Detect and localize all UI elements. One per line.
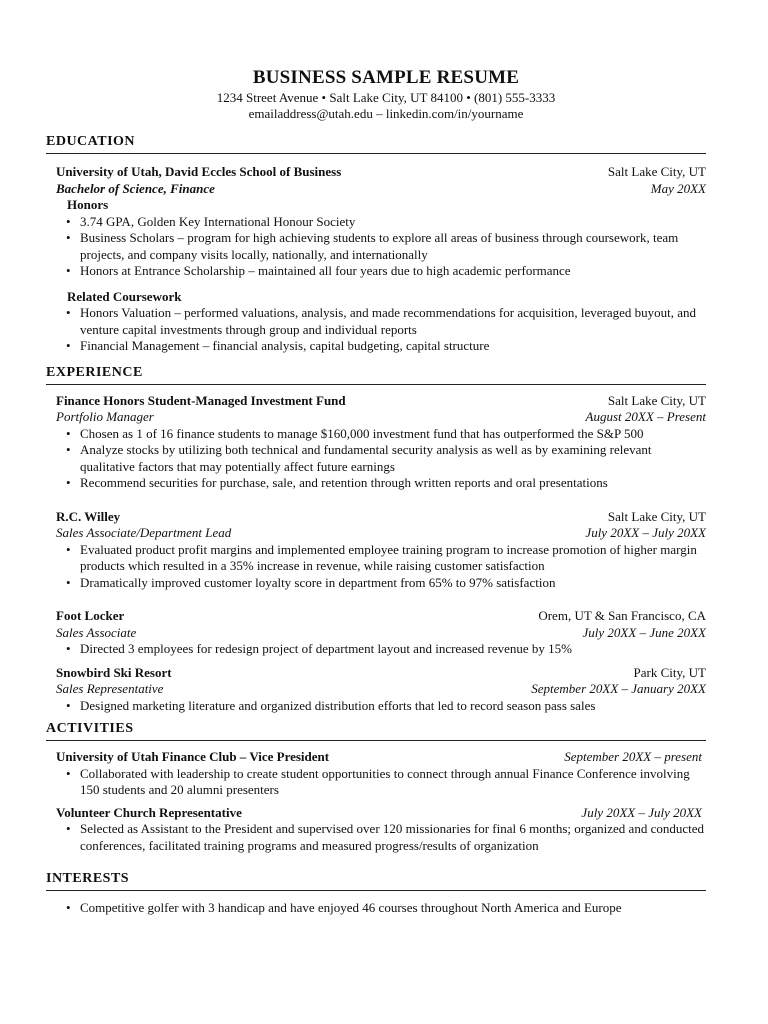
job-location: Park City, UT (633, 664, 706, 680)
list-item: • Honors at Entrance Scholarship – maintained all four years due to high academic performance (66, 263, 571, 278)
experience-title: EXPERIENCE (46, 364, 706, 385)
activities-section (46, 720, 706, 854)
activity-org: Volunteer Church Representative (56, 804, 242, 820)
bullet-icon: • (66, 541, 71, 557)
job-location: Salt Lake City, UT (607, 392, 706, 408)
graduation-date: May 20XX (650, 180, 706, 196)
activity-bullets (46, 821, 706, 854)
list-item: • Directed 3 employees for redesign project of department layout and increased revenue by 15% (66, 641, 573, 656)
list-item: • Designed marketing literature and organized distribution efforts that led to record season pass sales (66, 697, 596, 713)
job-role: Sales Representative (56, 681, 164, 696)
bullet-icon: • (66, 821, 71, 836)
bullet-icon: • (66, 475, 71, 490)
bullet-icon: • (66, 442, 71, 457)
activity-date: July 20XX – July 20XX (581, 804, 702, 820)
resume-header (46, 66, 706, 122)
job-role: Sales Associate (56, 624, 137, 640)
bullet-icon: • (66, 338, 71, 353)
activity-bullets (46, 766, 706, 799)
job-entry (46, 393, 706, 426)
interests-bullets (46, 900, 706, 917)
bullet-icon: • (66, 765, 71, 781)
job-date: July 20XX – July 20XX (585, 525, 706, 540)
bullet-icon: • (66, 230, 71, 245)
job-bullets (46, 542, 706, 592)
job-org: R.C. Willey (56, 508, 121, 524)
honors-title: Honors (67, 197, 109, 212)
experience-section (46, 364, 706, 715)
resume-name: BUSINESS SAMPLE RESUME (252, 67, 520, 88)
coursework-title: Related Coursework (67, 288, 182, 304)
job-date: September 20XX – January 20XX (531, 681, 706, 696)
job-date: July 20XX – June 20XX (582, 624, 706, 640)
list-item: • Collaborated with leadership to create student opportunities to connect through annual Finance Conference involving 150 students and 20 alumni presenters (66, 765, 690, 797)
bullet-icon: • (66, 213, 71, 229)
job-org: Snowbird Ski Resort (56, 664, 172, 680)
activity-entry (46, 805, 706, 822)
job-org: Finance Honors Student-Managed Investment Fund (56, 392, 346, 408)
job-bullets (46, 641, 706, 658)
list-item: • Dramatically improved customer loyalty score in department from 65% to 97% satisfaction (66, 574, 556, 590)
contact-email-linkedin: emailaddress@utah.edu – linkedin.com/in/yourname (248, 106, 524, 121)
job-location: Salt Lake City, UT (607, 508, 706, 524)
list-item: • 3.74 GPA, Golden Key International Honour Society (66, 213, 356, 229)
list-item: • Honors Valuation – performed valuations, analysis, and made recommendations for acquisition, leveraged buyout, and venture capital investments through group and individual reports (66, 305, 697, 337)
job-role: Portfolio Manager (56, 409, 154, 424)
activities-title: ACTIVITIES (46, 720, 706, 741)
education-title: EDUCATION (46, 133, 706, 154)
school-location: Salt Lake City, UT (607, 164, 706, 179)
interests-title: INTERESTS (46, 870, 706, 891)
bullet-icon: • (66, 305, 71, 320)
job-entry (46, 509, 706, 542)
activity-date: September 20XX – present (564, 749, 702, 764)
job-entry (46, 608, 706, 641)
list-item: • Evaluated product profit margins and implemented employee training program to increase promotion of higher margin products which resulted in a 35% increase in revenue, while raising customer satisfaction (66, 541, 697, 573)
education-section (46, 133, 706, 355)
bullet-icon: • (66, 263, 71, 278)
list-item: • Selected as Assistant to the President and supervised over 120 missionaries for final 6 months; organized and conducted conferences, facilitated training programs and measured progress/results of organization (66, 821, 704, 853)
coursework-list (46, 305, 706, 355)
bullet-icon: • (66, 574, 71, 590)
contact-address: 1234 Street Avenue • Salt Lake City, UT 84100 • (801) 555-3333 (216, 90, 556, 105)
job-role: Sales Associate/Department Lead (56, 525, 232, 540)
job-location: Orem, UT & San Francisco, CA (538, 608, 706, 623)
bullet-icon: • (66, 900, 71, 915)
interests-section (46, 870, 706, 917)
bullet-icon: • (66, 641, 71, 656)
list-item: • Financial Management – financial analysis, capital budgeting, capital structure (66, 338, 490, 353)
job-entry (46, 665, 706, 698)
bullet-icon: • (66, 425, 71, 441)
job-org: Foot Locker (56, 608, 125, 623)
list-item: • Analyze stocks by utilizing both technical and fundamental security analysis as well as by examining relevant qualitative factors that may potentially affect future earnings (66, 442, 652, 474)
school-name: University of Utah, David Eccles School of Business (56, 164, 342, 179)
list-item: • Competitive golfer with 3 handicap and have enjoyed 46 courses throughout North America and Europe (66, 900, 622, 915)
job-date: August 20XX – Present (585, 409, 706, 424)
list-item: • Recommend securities for purchase, sale, and retention through written reports and oral presentations (66, 475, 608, 490)
list-item: • Business Scholars – program for high achieving students to explore all areas of business through coursework, team projects, and company visits locally, nationally, and internationally (66, 230, 679, 262)
job-bullets (46, 426, 706, 492)
degree: Bachelor of Science, Finance (56, 180, 215, 196)
activity-entry (46, 749, 706, 766)
job-bullets (46, 698, 706, 715)
bullet-icon: • (66, 697, 71, 713)
honors-list (46, 214, 706, 280)
list-item: • Chosen as 1 of 16 finance students to manage $160,000 investment fund that has outperformed the S&P 500 (66, 425, 644, 441)
activity-org: University of Utah Finance Club – Vice President (56, 749, 330, 764)
education-entry (46, 164, 706, 197)
